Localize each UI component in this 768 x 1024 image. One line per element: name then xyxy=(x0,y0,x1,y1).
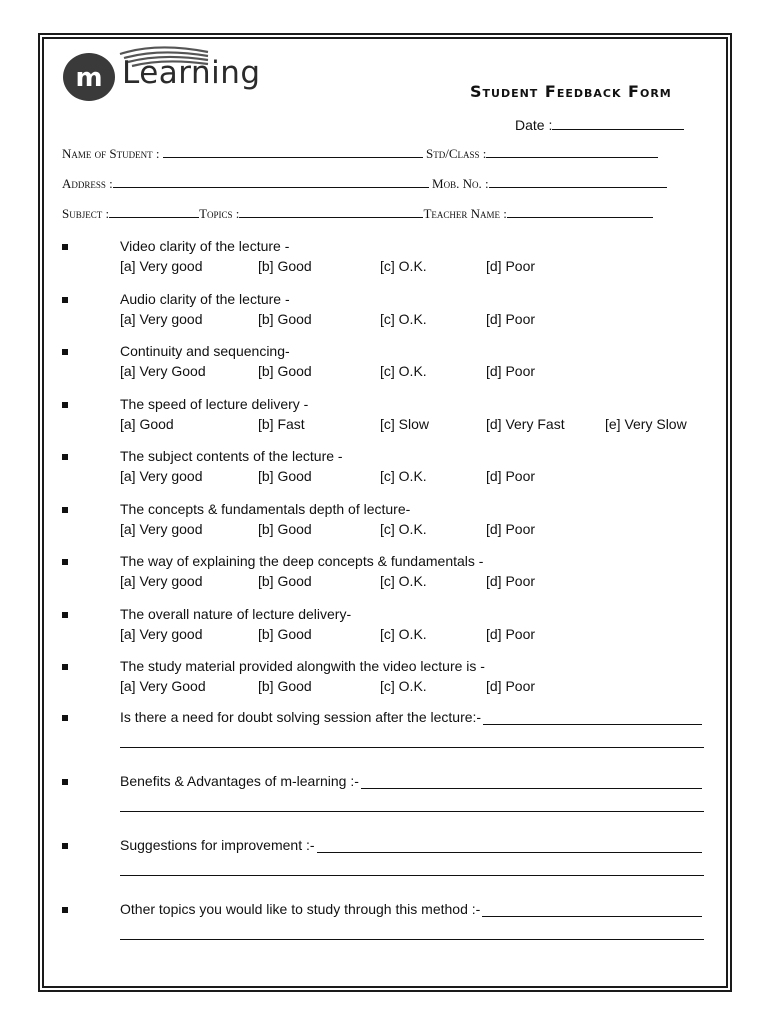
bullet-icon xyxy=(62,612,68,618)
answer-option[interactable]: [d] Very Fast xyxy=(486,415,565,432)
date-blank[interactable] xyxy=(552,116,684,130)
open-question-text: Benefits & Advantages of m-learning :- xyxy=(120,773,359,789)
answer-option[interactable]: [c] O.K. xyxy=(380,573,427,589)
question-text: The overall nature of lecture delivery- xyxy=(120,605,352,622)
question-text: The way of explaining the deep concepts & fundamentals - xyxy=(120,553,484,569)
answer-option[interactable]: [a] Good xyxy=(120,415,174,432)
address-blank[interactable] xyxy=(113,174,429,188)
question-text: Video clarity of the lecture - xyxy=(120,238,290,254)
answer-option[interactable]: [d] Poor xyxy=(486,520,536,537)
question-text: Continuity and sequencing- xyxy=(120,343,290,359)
teacher-blank[interactable] xyxy=(507,204,653,218)
answer-line-inline[interactable] xyxy=(482,916,702,917)
answer-option[interactable]: [b] Good xyxy=(258,573,312,589)
bullet-icon xyxy=(62,507,68,513)
answer-option[interactable]: [c] O.K. xyxy=(380,625,427,642)
answer-option[interactable]: [d] Poor xyxy=(486,363,536,379)
bullet-icon xyxy=(62,297,68,303)
answer-option[interactable]: [c] Slow xyxy=(380,415,430,432)
subject-label: Subject : xyxy=(62,206,110,221)
open-question-text: Other topics you would like to study through this method :- xyxy=(120,901,481,917)
student-name-row xyxy=(62,144,658,162)
answer-option[interactable]: [b] Good xyxy=(258,678,312,694)
answer-option[interactable]: [c] O.K. xyxy=(380,310,427,327)
answer-option[interactable]: [a] Very Good xyxy=(120,363,206,379)
std-class-label: Std/Class : xyxy=(425,146,487,161)
address-label: Address : xyxy=(62,176,113,191)
brand-name: Learning xyxy=(122,55,261,91)
bullet-icon xyxy=(62,244,68,250)
answer-line[interactable] xyxy=(120,811,704,812)
answer-option[interactable]: [a] Very Good xyxy=(120,678,206,694)
answer-option[interactable]: [e] Very Slow xyxy=(605,415,687,432)
answer-option[interactable]: [b] Good xyxy=(258,363,312,379)
answer-option[interactable]: [d] Poor xyxy=(486,468,536,484)
question-text: The concepts & fundamentals depth of lecture- xyxy=(120,500,411,517)
answer-option[interactable]: [b] Good xyxy=(258,258,312,274)
answer-option[interactable]: [d] Poor xyxy=(486,625,536,642)
question-text: Audio clarity of the lecture - xyxy=(120,290,290,307)
answer-option[interactable]: [b] Good xyxy=(258,310,312,327)
subject-blank[interactable] xyxy=(109,204,199,218)
bullet-icon xyxy=(62,664,68,670)
answer-option[interactable]: [d] Poor xyxy=(486,573,536,589)
date-label: Date : xyxy=(515,117,553,133)
bullet-icon xyxy=(62,454,68,460)
bullet-icon xyxy=(62,349,68,355)
question-text: The subject contents of the lecture - xyxy=(120,448,343,464)
bullet-icon xyxy=(62,843,68,849)
svg-text:m: m xyxy=(75,63,103,93)
answer-option[interactable]: [a] Very good xyxy=(120,468,203,484)
answer-option[interactable]: [a] Very good xyxy=(120,310,203,327)
question-text: The study material provided alongwith the video lecture is - xyxy=(120,658,485,674)
answer-line-inline[interactable] xyxy=(361,788,702,789)
bullet-icon xyxy=(62,559,68,565)
bullet-icon xyxy=(62,779,68,785)
answer-option[interactable]: [a] Very good xyxy=(120,520,203,537)
std-class-blank[interactable] xyxy=(486,144,658,158)
answer-option[interactable]: [b] Good xyxy=(258,520,312,537)
answer-line-inline[interactable] xyxy=(483,724,702,725)
answer-option[interactable]: [c] O.K. xyxy=(380,363,427,379)
bullet-icon xyxy=(62,715,68,721)
teacher-label: Teacher Name : xyxy=(423,206,507,221)
answer-option[interactable]: [b] Good xyxy=(258,625,312,642)
student-name-blank[interactable] xyxy=(163,144,423,158)
open-question-text: Is there a need for doubt solving session after the lecture:- xyxy=(120,709,482,725)
answer-option[interactable]: [c] O.K. xyxy=(380,258,427,274)
answer-option[interactable]: [d] Poor xyxy=(486,258,536,274)
answer-option[interactable]: [a] Very good xyxy=(120,258,203,274)
answer-line[interactable] xyxy=(120,939,704,940)
address-row xyxy=(62,174,667,192)
answer-option[interactable]: [a] Very good xyxy=(120,625,203,642)
answer-option[interactable]: [c] O.K. xyxy=(380,520,427,537)
mobile-label: Mob. No. : xyxy=(432,176,489,191)
topics-label: Topics : xyxy=(199,206,240,221)
subject-row xyxy=(62,204,653,222)
answer-line[interactable] xyxy=(120,747,704,748)
form-title: Student Feedback Form xyxy=(470,82,672,101)
question-text: The speed of lecture delivery - xyxy=(120,395,309,412)
date-field[interactable] xyxy=(515,116,684,133)
answer-line[interactable] xyxy=(120,875,704,876)
student-name-label: Name of Student : xyxy=(62,146,160,161)
answer-option[interactable]: [c] O.K. xyxy=(380,678,427,694)
topics-blank[interactable] xyxy=(239,204,423,218)
open-question-text: Suggestions for improvement :- xyxy=(120,837,315,853)
answer-option[interactable]: [d] Poor xyxy=(486,310,536,327)
answer-option[interactable]: [b] Good xyxy=(258,468,312,484)
answer-option[interactable]: [a] Very good xyxy=(120,573,203,589)
bullet-icon xyxy=(62,402,68,408)
answer-option[interactable]: [b] Fast xyxy=(258,415,305,432)
bullet-icon xyxy=(62,907,68,913)
answer-option[interactable]: [c] O.K. xyxy=(380,468,427,484)
answer-option[interactable]: [d] Poor xyxy=(486,678,536,694)
mobile-blank[interactable] xyxy=(489,174,667,188)
answer-line-inline[interactable] xyxy=(317,852,702,853)
